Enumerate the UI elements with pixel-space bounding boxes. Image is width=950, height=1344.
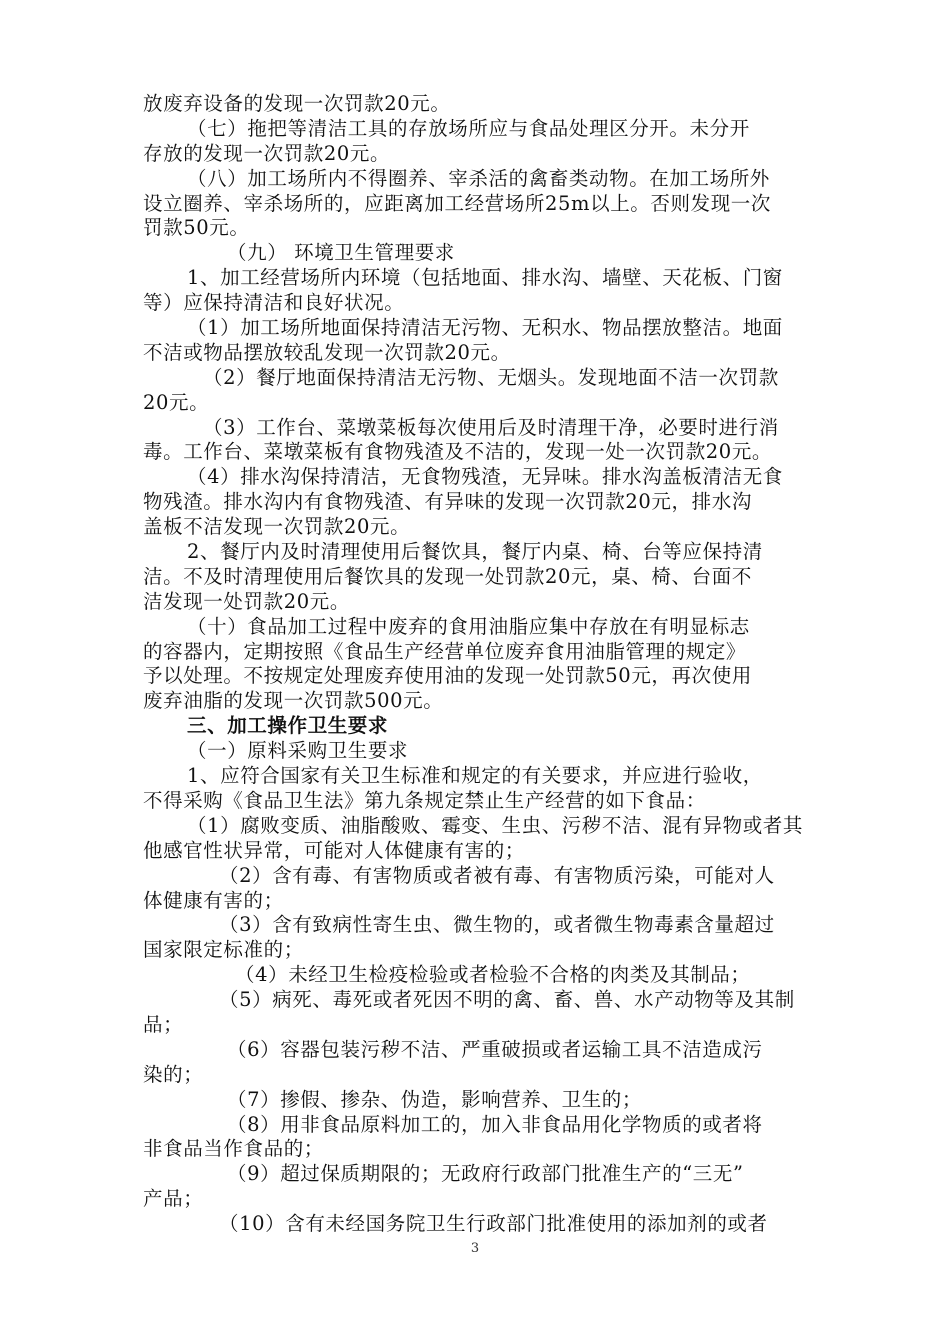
text-line: （八）加工场所内不得圈养、宰杀活的禽畜类动物。在加工场所外 — [187, 166, 770, 190]
text-line: （9）超过保质期限的；无政府行政部门批准生产的“三无” — [227, 1162, 744, 1186]
text-line: 盖板不洁发现一次罚款20元。 — [143, 515, 411, 539]
text-line: （1）腐败变质、油脂酸败、霉变、生虫、污秽不洁、混有异物或者其 — [187, 813, 804, 837]
text-line: （7）掺假、掺杂、伪造，影响营养、卫生的； — [227, 1087, 643, 1111]
text-line: 他感官性状异常，可能对人体健康有害的； — [143, 838, 525, 862]
text-line: 不洁或物品摆放较乱发现一次罚款20元。 — [143, 340, 511, 364]
text-line: （3）含有致病性寄生虫、微生物的，或者微生物毒素含量超过 — [219, 913, 775, 937]
text-line: 2、餐厅内及时清理使用后餐饮具，餐厅内桌、椅、台等应保持清 — [187, 540, 763, 564]
text-line: 洁发现一处罚款20元。 — [143, 589, 350, 613]
text-line: 毒。工作台、菜墩菜板有食物残渣及不洁的，发现一处一次罚款20元。 — [143, 440, 773, 464]
text-line: 等）应保持清洁和良好状况。 — [143, 291, 405, 315]
text-line: 品； — [143, 1012, 184, 1036]
text-line: （十）食品加工过程中废弃的食用油脂应集中存放在有明显标志 — [187, 614, 750, 638]
text-line: 洁。不及时清理使用后餐饮具的发现一处罚款20元，桌、椅、台面不 — [143, 564, 752, 588]
text-line: （七）拖把等清洁工具的存放场所应与食品处理区分开。未分开 — [187, 116, 750, 140]
text-line: 产品； — [143, 1187, 204, 1211]
text-line: 存放的发现一次罚款20元。 — [143, 141, 391, 165]
text-line: 的容器内，定期按照《食品生产经营单位废弃食用油脂管理的规定》 — [143, 639, 747, 663]
text-line: （4）排水沟保持清洁，无食物残渣，无异味。排水沟盖板清洁无食 — [187, 465, 783, 489]
text-line: （1）加工场所地面保持清洁无污物、无积水、物品摆放整洁。地面 — [187, 316, 783, 340]
text-line: （6）容器包装污秽不洁、严重破损或者运输工具不洁造成污 — [227, 1037, 763, 1061]
text-line: 国家限定标准的； — [143, 938, 304, 962]
text-line: （10）含有未经国务院卫生行政部门批准使用的添加剂的或者 — [219, 1212, 768, 1236]
text-line: （8）用非食品原料加工的，加入非食品用化学物质的或者将 — [227, 1112, 763, 1136]
document-body — [143, 92, 823, 1237]
text-line: 物残渣。排水沟内有食物残渣、有异味的发现一次罚款20元，排水沟 — [143, 490, 752, 514]
text-line: 体健康有害的； — [143, 888, 284, 912]
text-line: （九） 环境卫生管理要求 — [227, 241, 455, 265]
text-line: （2）餐厅地面保持清洁无污物、无烟头。发现地面不洁一次罚款 — [203, 365, 779, 389]
text-line: （一）原料采购卫生要求 — [187, 739, 409, 763]
text-line: 予以处理。不按规定处理废弃使用油的发现一处罚款50元，再次使用 — [143, 664, 752, 688]
text-line: 罚款50元。 — [143, 216, 250, 240]
text-line: 染的； — [143, 1062, 204, 1086]
text-line: 非食品当作食品的； — [143, 1137, 324, 1161]
text-line: （5）病死、毒死或者死因不明的禽、畜、兽、水产动物等及其制 — [219, 988, 795, 1012]
text-line: （4）未经卫生检疫检验或者检验不合格的肉类及其制品； — [235, 963, 751, 987]
section-heading: 三、加工操作卫生要求 — [187, 714, 389, 738]
text-line: 1、加工经营场所内环境（包括地面、排水沟、墙壁、天花板、门窗 — [187, 266, 783, 290]
text-line: 20元。 — [143, 390, 210, 414]
text-line: （3）工作台、菜墩菜板每次使用后及时清理干净，必要时进行消 — [203, 415, 779, 439]
text-line: 废弃油脂的发现一次罚款500元。 — [143, 689, 444, 713]
text-line: 放废弃设备的发现一次罚款20元。 — [143, 92, 451, 115]
text-line: 1、应符合国家有关卫生标准和规定的有关要求，并应进行验收， — [187, 764, 763, 788]
page-number: 3 — [470, 1241, 480, 1256]
text-line: （2）含有毒、有害物质或者被有毒、有害物质污染，可能对人 — [219, 863, 775, 887]
text-line: 设立圈养、宰杀场所的，应距离加工经营场所25m以上。否则发现一次 — [143, 191, 772, 215]
text-line: 不得采购《食品卫生法》第九条规定禁止生产经营的如下食品： — [143, 788, 706, 812]
